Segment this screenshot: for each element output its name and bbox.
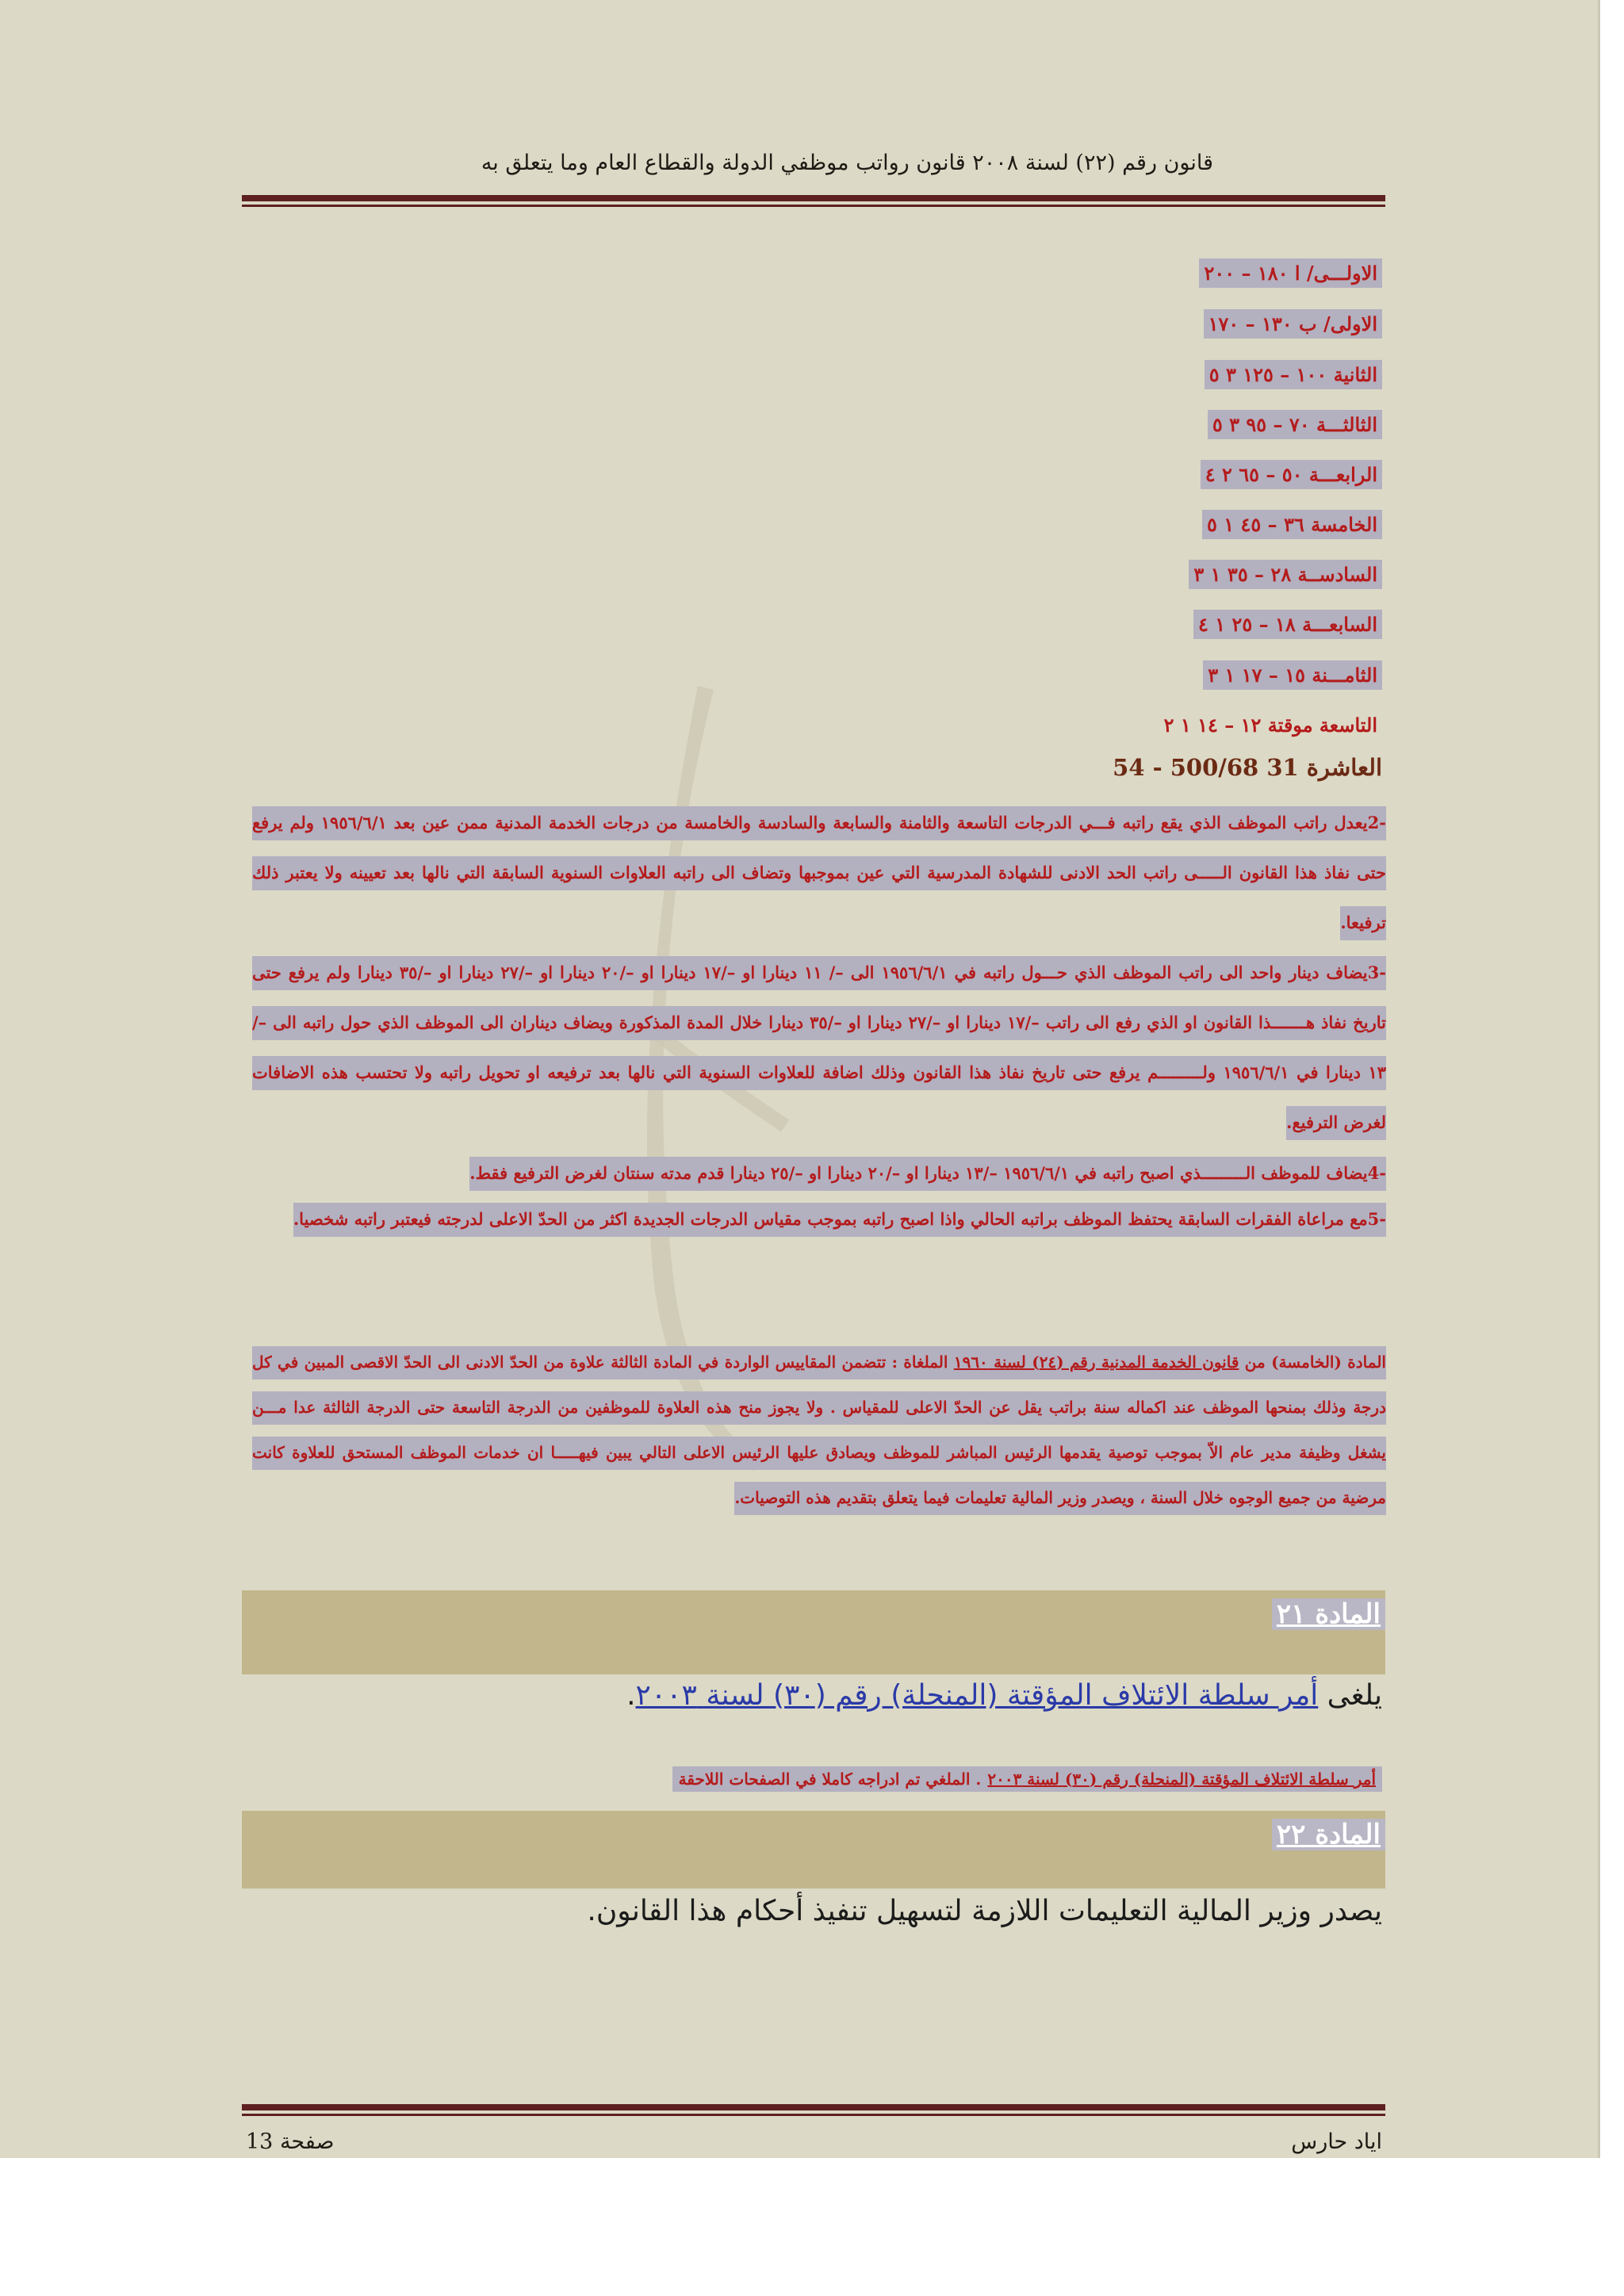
page-number: صفحة 13 bbox=[246, 2130, 335, 2154]
article-21-band bbox=[242, 1590, 1385, 1674]
header-title: قانون رقم (٢٢) لسنة ٢٠٠٨ قانون رواتب موظفي الدولة والقطاع العام وما يتعلق به bbox=[481, 151, 1213, 175]
article-21-note: أمر سلطة الائتلاف المؤقتة (المنحلة) رقم (٣٠) لسنة ٢٠٠٣. الملغي تم ادراجه كاملا في الصفحات اللاحقة bbox=[672, 1770, 1382, 1789]
clause-paragraph: -2يعدل راتب الموظف الذي يقع راتبه فـــي الدرجات التاسعة والثامنة والسابعة والسادسة والخامسة من درجات الخدمة المدنية ممن عين بعد ١٩٥٦/٦/١ ولم يرفع حتى نفاذ هذا القانون الـــــى راتب الحد الادنى للشهادة المدرسية التي عين بموجبها وتضاف الى راتبه العلاوات السنوية السابقة التي نالها بعد تعيينه ولا يعتبر ذلك ترفيعا. bbox=[252, 798, 1386, 947]
grade-line-tenth: العاشرة 31 500/68 - 54 bbox=[1113, 754, 1382, 781]
civil-service-law-link[interactable]: قانون الخدمة المدنية رقم (٢٤) لسنة ١٩٦٠ bbox=[953, 1353, 1239, 1372]
cpa-order-30-link[interactable]: أمر سلطة الائتلاف المؤقتة (المنحلة) رقم (٣٠) لسنة ٢٠٠٣ bbox=[635, 1679, 1319, 1712]
grade-line: الاولـــى/ ا ١٨٠ – ٢٠٠ bbox=[1199, 258, 1382, 289]
grade-line: الثانية ١٠٠ – ١٢٥ ٣ ٥ bbox=[1205, 360, 1382, 390]
page-edge bbox=[1598, 0, 1600, 2158]
article-21-body: يلغى أمر سلطة الائتلاف المؤقتة (المنحلة) رقم (٣٠) لسنة ٢٠٠٣. bbox=[626, 1679, 1382, 1712]
grade-line: السادســة ٢٨ – ٣٥ ١ ٣ bbox=[1189, 560, 1382, 590]
article-21-label: المادة ٢١ bbox=[1272, 1598, 1385, 1630]
grade-line: الاولى/ ب ١٣٠ – ١٧٠ bbox=[1204, 309, 1382, 339]
clause-paragraph: -5مع مراعاة الفقرات السابقة يحتفظ الموظف براتبه الحالي واذا اصبح راتبه بموجب مقياس الدرجات الجديدة اكثر من الحدّ الاعلى لدرجته فيعتبر راتبه شخصيا. bbox=[252, 1194, 1386, 1244]
clause-paragraph: -3يضاف دينار واحد الى راتب الموظف الذي حـــول راتبه في ١٩٥٦/٦/١ الى –/ ١١ دينارا او –/١٧ دينارا او –/٢٠ دينارا او –/٢٧ دينارا او –/٣٥ دينارا ولم يرفع حتى تاريخ نفاذ هـــــــذا القانون او الذي رفع الى راتب –/١٧ دينارا او –/٢٧ دينارا او –/٣٥ دينارا خلال المدة المذكورة ويضاف ديناران الى الموظف الذي حول راتبه الى –/١٣ دينارا في ١٩٥٦/٦/١ ولـــــــــم يرفع حتى تاريخ نفاذ هذا القانون وذلك اضافة للعلاوات السنوية التي نالها بعد ترفيعه او تحويل راتبه ولا تحتسب هذه الاضافات لغرض الترفيع. bbox=[252, 947, 1386, 1147]
header-rule-thin bbox=[242, 205, 1385, 207]
article-22-band bbox=[242, 1811, 1385, 1888]
article-five-paragraph: المادة (الخامسة) من قانون الخدمة المدنية رقم (٢٤) لسنة ١٩٦٠ الملغاة : تتضمن المقاييس الواردة في المادة الثالثة علاوة من الحدّ الادنى الى الحدّ الاقصى المبين في كل درجة وذلك بمنحها الموظف عند اكماله سنة براتب يقل عن الحدّ الاعلى للمقياس . ولا يجوز منح هذه العلاوة للموظفين من الدرجة التاسعة حتى الدرجة الثالثة عدا مـــن يشغل وظيفة مدير عام الاّ بموجب توصية يقدمها الرئيس المباشر للموظف ويصادق عليها الرئيس الاعلى التالي يبين فيهـــــا ان خدمات الموظف المستحق للعلاوة كانت مرضية من جميع الوجوه خلال السنة ، ويصدر وزير المالية تعليمات فيما يتعلق بتقديم هذه التوصيات. bbox=[252, 1340, 1386, 1521]
grade-line: الثامـــنة ١٥ – ١٧ ١ ٣ bbox=[1203, 660, 1382, 691]
article-22-label: المادة ٢٢ bbox=[1272, 1819, 1385, 1850]
grade-line: الخامسة ٣٦ – ٤٥ ١ ٥ bbox=[1202, 510, 1382, 540]
article-22-body: يصدر وزير المالية التعليمات اللازمة لتسهيل تنفيذ أحكام هذا القانون. bbox=[587, 1895, 1382, 1927]
footer-rule-thin bbox=[242, 2114, 1385, 2116]
grade-line: الرابعـــة ٥٠ – ٦٥ ٢ ٤ bbox=[1201, 460, 1382, 490]
cpa-order-30-note-link[interactable]: أمر سلطة الائتلاف المؤقتة (المنحلة) رقم (٣٠) لسنة ٢٠٠٣ bbox=[984, 1766, 1379, 1792]
footer-rule-thick bbox=[242, 2104, 1385, 2110]
footer-author: اياد حارس bbox=[1291, 2130, 1382, 2154]
grade-line: السابعـــة ١٨ – ٢٥ ١ ٤ bbox=[1193, 610, 1382, 640]
grade-line: الثالثـــة ٧٠ – ٩٥ ٣ ٥ bbox=[1208, 410, 1382, 440]
grade-line: التاسعة موقتة ١٢ – ١٤ ١ ٢ bbox=[1163, 714, 1377, 737]
clause-paragraph: -4يضاف للموظف الـــــــــذي اصبح راتبه في ١٩٥٦/٦/١ –/١٣ دينارا او –/٢٠ دينارا او –/٢٥ دينارا قدم مدته سنتان لغرض الترفيع فقط. bbox=[252, 1148, 1386, 1198]
header-rule-thick bbox=[242, 195, 1385, 201]
